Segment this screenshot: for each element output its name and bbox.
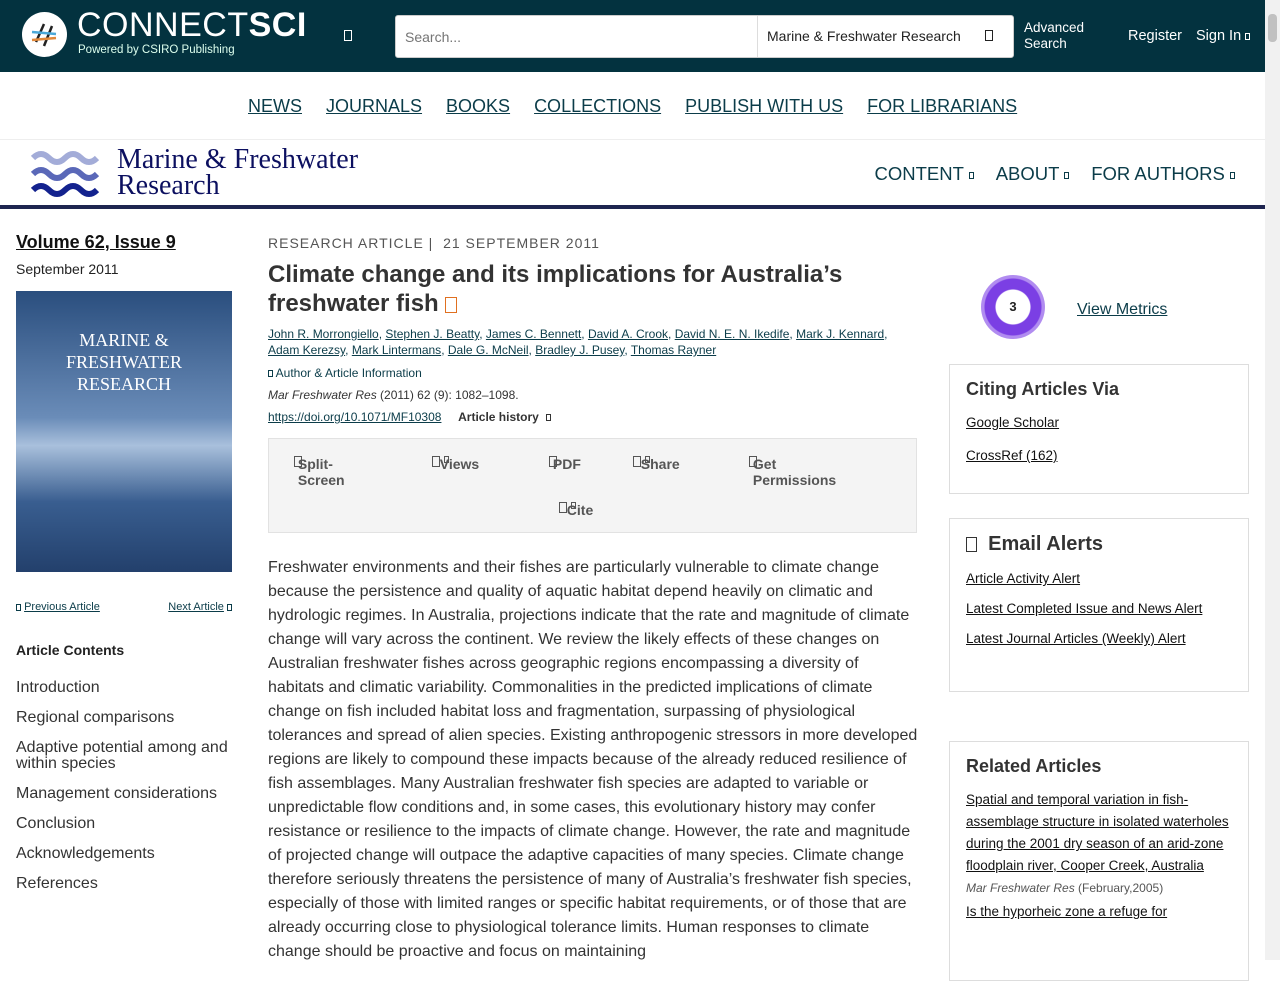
author-link[interactable]: Thomas Rayner: [630, 343, 717, 357]
issue-date: September 2011: [16, 261, 119, 277]
journal-cover-image[interactable]: [16, 291, 232, 572]
chevron-down-icon: [444, 456, 449, 463]
chevron-down-icon: [969, 172, 974, 179]
author-link[interactable]: Adam Kerezsy: [268, 343, 346, 357]
views-button[interactable]: [432, 456, 480, 472]
sign-in-link[interactable]: [1196, 28, 1250, 44]
chevron-right-icon: [227, 604, 232, 611]
prev-label: Previous Article: [24, 601, 100, 613]
author-link[interactable]: Stephen J. Beatty: [385, 327, 480, 341]
split-screen-button[interactable]: [294, 456, 345, 488]
chevron-down-icon: [645, 456, 650, 463]
article-meta: RESEARCH ARTICLE | 21 SEPTEMBER 2011: [268, 235, 600, 251]
nav-journals[interactable]: JOURNALS: [326, 96, 423, 116]
related-title: Related Articles: [966, 756, 1102, 776]
pdf-label: PDF: [552, 456, 581, 472]
next-label: Next Article: [168, 601, 224, 613]
volume-issue-link[interactable]: Volume 62, Issue 9: [16, 232, 176, 252]
alert-link[interactable]: Latest Journal Articles (Weekly) Alert: [966, 631, 1186, 646]
contents-item[interactable]: References: [16, 875, 98, 892]
sign-in-icon: [1245, 33, 1250, 40]
views-label: Views: [439, 456, 480, 472]
content-label: CONTENT: [874, 163, 964, 184]
cite-label: Cite: [566, 502, 594, 518]
chevron-down-icon: [1230, 172, 1235, 179]
search-icon[interactable]: [985, 30, 993, 41]
crossref-link[interactable]: CrossRef (162): [966, 448, 1058, 463]
journal-title[interactable]: [117, 144, 359, 201]
citation: [268, 388, 918, 402]
email-alerts-box: [949, 518, 1249, 692]
article-type: RESEARCH ARTICLE: [268, 235, 424, 251]
nav-collections[interactable]: COLLECTIONS: [534, 96, 662, 116]
brand-name[interactable]: [77, 6, 307, 45]
author-link[interactable]: Bradley J. Pusey: [535, 343, 625, 357]
related-articles-box: [949, 741, 1249, 981]
author-link[interactable]: Dale G. McNeil: [447, 343, 529, 357]
journal-menu-authors[interactable]: [1091, 163, 1235, 185]
article-title-text: Climate change and its implications for Australia’s freshwater fish: [268, 261, 843, 317]
citing-articles-box: [949, 364, 1249, 494]
chevron-down-icon: [546, 414, 551, 421]
cite-button[interactable]: [559, 502, 594, 518]
journal-menu-about[interactable]: [996, 163, 1070, 185]
author-list: John R. Morrongiello, Stephen J. Beatty, James C. Bennett, David A. Crook, David N. E. N. Ikedife, Mark J. Kennard, Adam Kerezsy, Mark Lintermans, Dale G. McNeil, Bradley J. Pusey, Thomas Rayner: [268, 327, 888, 357]
journal-nav: [874, 163, 1235, 185]
author-link[interactable]: John R. Morrongiello: [268, 327, 379, 341]
nav-news[interactable]: NEWS: [248, 96, 302, 116]
envelope-icon: [966, 537, 977, 552]
next-article-link[interactable]: [168, 601, 232, 613]
doi-link[interactable]: https://doi.org/10.1071/MF10308: [268, 410, 442, 424]
scrollbar[interactable]: [1265, 0, 1280, 960]
advanced-search-link[interactable]: Advanced Search: [1024, 20, 1085, 51]
authors-label: FOR AUTHORS: [1091, 163, 1225, 184]
metrics-widget: [949, 275, 1249, 345]
google-scholar-link[interactable]: Google Scholar: [966, 415, 1060, 430]
split-screen-label: Split-Screen: [297, 456, 345, 488]
citation-details: (2011) 62 (9): 1082–1098.: [376, 388, 519, 402]
open-access-icon: [445, 297, 457, 313]
search-scope-value: Marine & Freshwater Research: [767, 28, 961, 44]
author-link[interactable]: James C. Bennett: [485, 327, 582, 341]
citing-title: Citing Articles Via: [966, 379, 1120, 399]
related-journal: Mar Freshwater Res: [966, 881, 1075, 895]
article-title: [268, 260, 918, 318]
article-navigation: [16, 601, 232, 613]
journal-title-line2: Research: [117, 170, 220, 201]
contents-item[interactable]: Adaptive potential among and within species: [16, 739, 228, 772]
author-link[interactable]: Mark Lintermans: [351, 343, 442, 357]
menu-icon[interactable]: [344, 30, 352, 41]
article-history-toggle[interactable]: [458, 410, 550, 424]
altmetric-score: 3: [1009, 299, 1017, 314]
chevron-left-icon: [16, 604, 21, 611]
alerts-title: Email Alerts: [988, 533, 1103, 555]
search-input[interactable]: [396, 16, 756, 57]
abstract-text: Freshwater environments and their fishes are particularly vulnerable to climate change because the persistence and quality of aquatic habitat depend heavily on climatic and hydrologic regimes. In Australia, projections indicate that the rate and magnitude of climate change will vary across the continent. We review the likely effects of these changes on Australian freshwater fishes across geographic regions encompassing a diversity of habitats and climatic variability. Commonalities in the predicted implications of climate change on fish included habitat loss and fragmentation, surpassing of physiological tolerances and spread of alien species. Existing anthropogenic stressors in more developed regions are likely to compound these impacts because of the already reduced resilience of fish assemblages. Many Australian freshwater fish species are adapted to variable or unpredictable flow conditions and, in some cases, this evolutionary history may confer resistance or resilience to the impacts of climate change. However, the rate and magnitude of projected change will outpace the adaptive capacities of many species. Climate change therefore seriously threatens the persistence of many of Australia’s freshwater fish species, especially of those with limited ranges or specific habitat requirements, or of those that are already occurring close to physiological tolerance limits. Human responses to climate change should be proactive and focus on maintaining: [268, 559, 918, 960]
register-link[interactable]: Register: [1128, 28, 1182, 44]
alert-link[interactable]: Latest Completed Issue and News Alert: [966, 601, 1203, 616]
pdf-button[interactable]: [549, 456, 581, 472]
nav-publish[interactable]: PUBLISH WITH US: [685, 96, 844, 116]
article-date: 21 SEPTEMBER 2011: [443, 235, 600, 251]
contents-item[interactable]: Conclusion: [16, 815, 96, 832]
author-info-label: Author & Article Information: [275, 366, 422, 380]
chevron-down-icon: [1064, 172, 1069, 179]
search-bar: [395, 15, 1014, 58]
contents-item[interactable]: Management considerations: [16, 785, 218, 802]
author-link[interactable]: David N. E. N. Ikedife: [674, 327, 790, 341]
nav-books[interactable]: BOOKS: [446, 96, 511, 116]
scrollbar-thumb[interactable]: [1268, 14, 1277, 42]
related-article-meta: [966, 881, 1232, 895]
share-label: Share: [640, 456, 680, 472]
alert-link[interactable]: Article Activity Alert: [966, 571, 1081, 586]
journal-menu-content[interactable]: [874, 163, 973, 185]
site-header: [0, 0, 1265, 72]
contents-item[interactable]: Acknowledgements: [16, 845, 155, 862]
powered-by: Powered by CSIRO Publishing: [78, 44, 235, 56]
nav-librarians[interactable]: FOR LIBRARIANS: [867, 96, 1018, 116]
about-label: ABOUT: [995, 163, 1060, 184]
chevron-down-icon: [571, 502, 576, 509]
author-info-toggle[interactable]: [268, 366, 918, 380]
permissions-label: Get Permissions: [752, 456, 837, 488]
article-main: [268, 235, 918, 964]
related-article-link[interactable]: Spatial and temporal variation in fish-assemblage structure in isolated waterholes during the 2001 dry season of an arid-zone floodplain river, Cooper Creek, Australia: [966, 792, 1229, 873]
main-nav: [248, 96, 1017, 117]
previous-article-link[interactable]: [16, 601, 100, 613]
citation-journal: Mar Freshwater Res: [268, 388, 377, 402]
altmetric-donut[interactable]: [981, 275, 1045, 339]
doi-row: [268, 410, 918, 424]
left-sidebar: [16, 232, 232, 906]
chevron-icon: [268, 370, 273, 377]
author-link[interactable]: David A. Crook: [587, 327, 669, 341]
related-article-link[interactable]: Is the hyporheic zone a refuge for: [966, 904, 1168, 919]
journal-title-line1: Marine & Freshwater: [117, 144, 359, 175]
author-link[interactable]: Mark J. Kennard: [796, 327, 885, 341]
brand-bold: SCI: [248, 6, 307, 44]
brand-light: CONNECT: [77, 6, 249, 44]
contents-item[interactable]: Regional comparisons: [16, 709, 175, 726]
history-label: Article history: [458, 410, 539, 424]
journal-waves-icon: [31, 150, 99, 198]
related-date: (February,2005): [1074, 881, 1164, 895]
journal-bar: [0, 139, 1265, 209]
get-permissions-button[interactable]: [749, 456, 837, 488]
view-metrics-link[interactable]: View Metrics: [1077, 301, 1168, 318]
sign-in-label: Sign In: [1196, 28, 1242, 44]
connectsci-logo-icon[interactable]: [22, 12, 67, 57]
cover-title: MARINE & FRESHWATER RESEARCH: [65, 330, 182, 394]
contents-title: Article Contents: [16, 642, 125, 658]
contents-item[interactable]: Introduction: [16, 679, 100, 696]
article-toolbar: [268, 438, 917, 533]
article-contents: [16, 642, 232, 892]
search-scope-select[interactable]: [757, 16, 962, 57]
share-button[interactable]: [633, 456, 680, 472]
